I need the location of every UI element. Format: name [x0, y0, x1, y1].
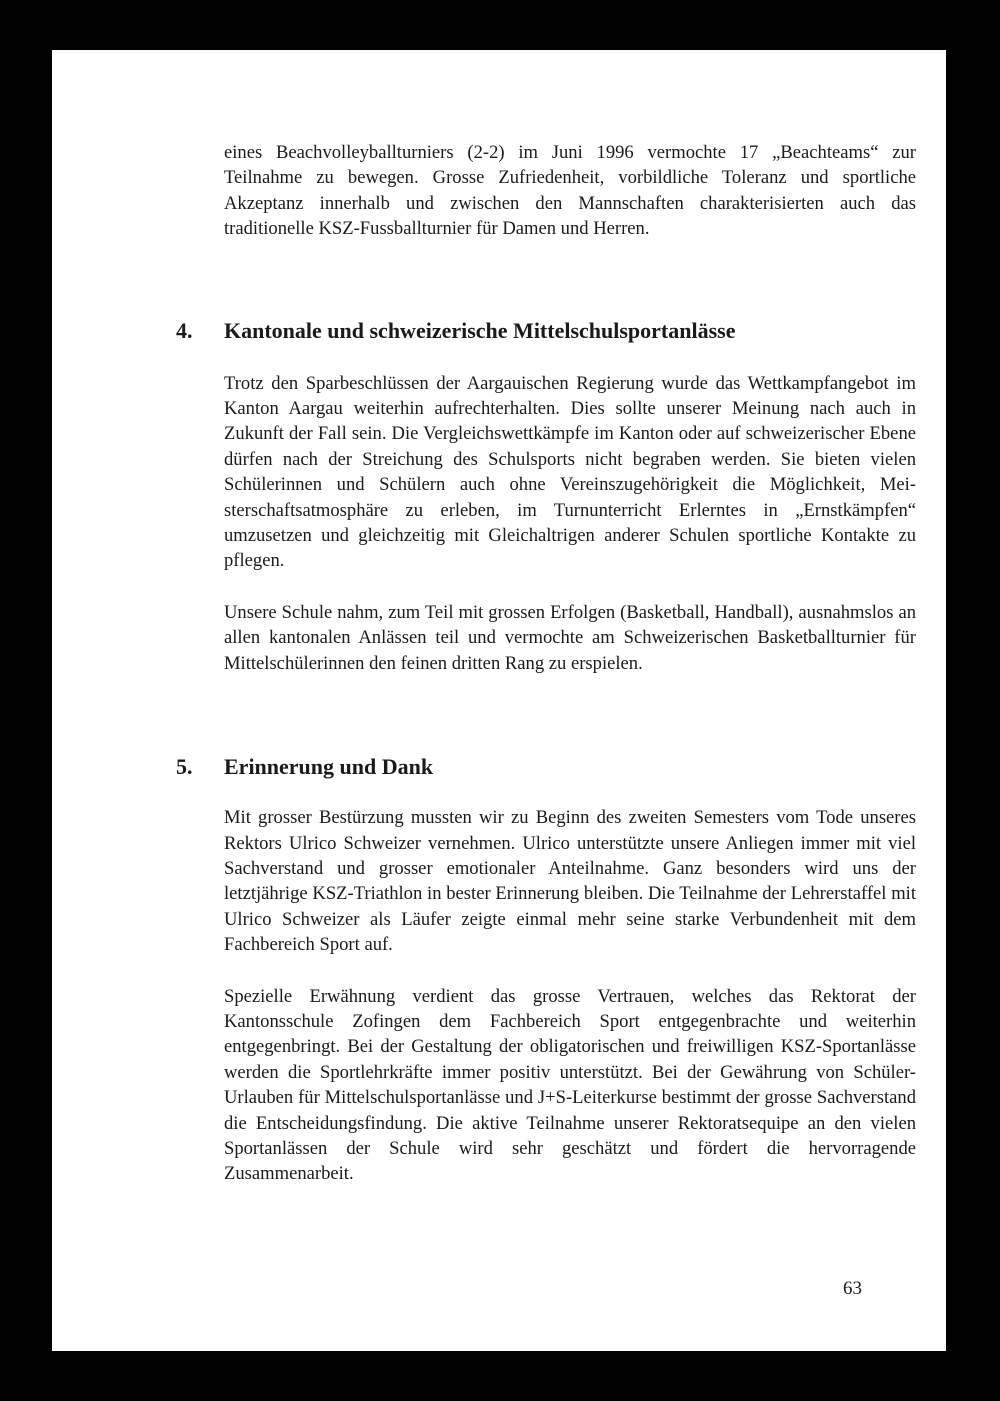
section-4-paragraph-2: Unsere Schule nahm, zum Teil mit grossen Erfolgen (Basketball, Handball), ausnahmslos an allen kantonalen Anlässen teil und vermochte am Schweizerischen Basketballturnier für Mittelschülerinnen den feinen dritten Rang zu erspielen.: [224, 601, 916, 674]
intro-paragraph: eines Beachvolleyballturniers (2-2) im Juni 1996 vermochte 17 „Beachteams“ zur Teilnahme zu bewegen. Grosse Zufriedenheit, vorbildliche Toleranz und sportliche Akzeptanz innerhalb und zwischen den Mannschaften charakterisierten auch das traditionelle KSZ-Fussballturnier für Damen und Herren.: [224, 142, 916, 240]
page-content: [176, 140, 916, 1187]
section-5-title: Erinnerung und Dank: [224, 754, 434, 780]
section-4-number: 4.: [176, 317, 193, 343]
section-5-paragraph-2: Spezielle Erwähnung verdient das grosse Vertrauen, welches das Rektorat der Kantonsschule Zofingen dem Fachbereich Sport entgegenbrachte und weiterhin entgegenbringt. Bei der Gestaltung der obligatorischen und freiwilligen KSZ-Sportanlässe werden die Sportlehrkräfte immer positiv unterstützt. Bei der Gewährung von Schüler-Urlauben für Mittelschulsportanlässe und J+S-Leiterkurse bestimmt der grosse Sachverstand die Entscheidungsfindung. Die aktive Teilnahme unserer Rektoratsequipe an den vielen Sportanlässen der Schule wird sehr geschätzt und fördert die hervorragende Zusammenarbeit.: [224, 985, 916, 1185]
page-number: 63: [843, 1278, 862, 1299]
section-4-heading: [176, 317, 916, 345]
section-5-number: 5.: [176, 754, 193, 780]
section-5-heading: [176, 753, 916, 781]
section-4-paragraph-1: Trotz den Sparbeschlüssen der Aargauischen Regierung wurde das Wettkampfangebot im Kanton Aargau weiterhin aufrechterhalten. Dies sollte unserer Meinung nach auch in Zukunft der Fall sein. Die Vergleichswettkämpfe im Kanton oder auf schweizerischer Ebene dürfen nach der Streichung des Schulsports nicht begraben werden. Sie bieten vielen Schülerinnen und Schülern auch ohne Vereinszugehörigkeit die Möglichkeit, Meisterschaftsatmosphäre zu erleben, im Turnunterricht Erlerntes in „Ernstkämpfen“ umzusetzen und gleichzeitig mit Gleichaltrigen anderer Schulen sportliche Kontakte zu pflegen.: [224, 372, 916, 572]
document-page: [52, 50, 946, 1351]
section-5-paragraph-1: Mit grosser Bestürzung mussten wir zu Beginn des zweiten Semesters vom Tode unseres Rektors Ulrico Schweizer vernehmen. Ulrico unterstützte unsere Anliegen immer mit viel Sachverstand und grosser emotionaler Anteilnahme. Ganz besonders wird uns der letztjährige KSZ-Triathlon in bester Erinnerung bleiben. Die Teilnahme der Lehrerstaffel mit Ulrico Schweizer als Läufer zeigte einmal mehr seine starke Verbundenheit mit dem Fachbereich Sport auf.: [224, 807, 916, 956]
section-4-title: Kantonale und schweizerische Mittelschulsportanlässe: [224, 317, 736, 343]
